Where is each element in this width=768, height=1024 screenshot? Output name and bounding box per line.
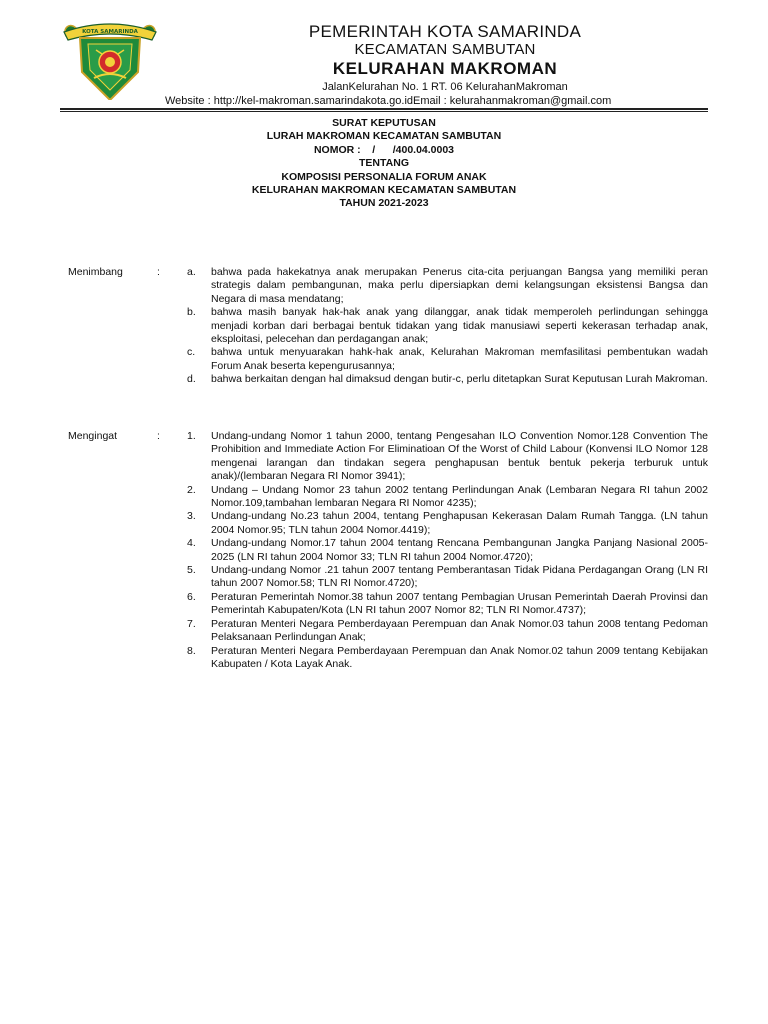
mengingat-item <box>68 484 708 511</box>
menimbang-section <box>68 266 708 387</box>
mengingat-item <box>68 564 708 591</box>
emblem-ribbon-text: KOTA SAMARINDA <box>82 29 138 35</box>
item-marker: 2. <box>187 483 196 496</box>
item-marker: d. <box>187 373 196 386</box>
mengingat-item <box>68 618 708 645</box>
item-text: bahwa pada hakekatnya anak merupakan Penerus cita-cita perjuangan Bangsa yang memiliki peran strategis dalam pembangunan, maka perlu dipersiapkan demi kelangsungan eksistensi Bangsa dan Negara di masa mendatang; <box>211 266 708 305</box>
item-marker: 3. <box>187 510 196 523</box>
letterhead-district: KECAMATAN SAMBUTAN <box>354 41 536 58</box>
menimbang-label: Menimbang <box>68 266 123 278</box>
item-marker: a. <box>187 266 196 278</box>
decree-title: SURAT KEPUTUSAN <box>332 117 436 129</box>
letterhead <box>165 22 725 94</box>
item-text: Peraturan Menteri Negara Pemberdayaan Perempuan dan Anak Nomor.02 tahun 2009 tentang Kebijakan Kabupaten / Kota Layak Anak. <box>211 644 708 670</box>
item-marker: 4. <box>187 537 196 550</box>
letterhead-address: JalanKelurahan No. 1 RT. 06 KelurahanMakroman <box>322 81 568 93</box>
mengingat-item <box>68 430 708 484</box>
item-text: Peraturan Pemerintah Nomor.38 tahun 2007 tentang Pembagian Urusan Pemerintah Daerah Provinsi dan Pemerintah Kabupaten/Kota (LN RI tahun 2007 Nomor 82; TLN RI Nomor.4737); <box>211 590 708 617</box>
menimbang-item <box>68 346 708 373</box>
decree-year: TAHUN 2021-2023 <box>339 197 429 210</box>
mengingat-colon: : <box>157 430 160 442</box>
item-marker: 7. <box>187 617 196 630</box>
menimbang-colon: : <box>157 266 160 278</box>
item-marker: 1. <box>187 430 196 442</box>
item-marker: b. <box>187 306 196 319</box>
item-marker: 5. <box>187 564 196 577</box>
item-text: bahwa masih banyak hak-hak anak yang dilanggar, anak tidak memperoleh perlindungan sehingga menjadi korban dari berbagai bentuk tidakan yang tidak manusiawi seperti kekerasan terhadap anak, eksploitasi, pelecehan dan perdagangan anak; <box>211 306 708 346</box>
menimbang-item <box>68 373 708 386</box>
item-marker: 8. <box>187 644 196 657</box>
item-marker: c. <box>187 346 196 359</box>
decree-subject-location: KELURAHAN MAKROMAN KECAMATAN SAMBUTAN <box>251 184 517 197</box>
mengingat-item <box>68 510 708 537</box>
letterhead-rule <box>60 108 708 110</box>
item-text: Undang – Undang Nomor 23 tahun 2002 tentang Perlindungan Anak (Lembaran Negara RI tahun 2002 Nomor.109,tambahan lembaran Negara RI Nomor 4235); <box>211 483 708 510</box>
item-marker: 6. <box>187 590 196 603</box>
item-text: Peraturan Menteri Negara Pemberdayaan Perempuan dan Anak Nomor.03 tahun 2008 tentang Pedoman Pelaksanaan Perlindungan Anak; <box>211 617 708 644</box>
item-text: bahwa untuk menyuarakan hahk-hak anak, Kelurahan Makroman memfasilitasi pembentukan wadah Forum Anak beserta kepengurusannya; <box>211 346 708 372</box>
decree-title-block <box>0 117 768 211</box>
item-text: Undang-undang Nomor .21 tahun 2007 tentang Pemberantasan Tidak Pidana Perdagangan Orang (LN RI tahun 2007 Nomor.58; TLN RI Nomor.4720); <box>211 564 708 590</box>
decree-about-label: TENTANG <box>359 157 409 170</box>
mengingat-item <box>68 591 708 618</box>
item-text: Undang-undang Nomor 1 tahun 2000, tentang Pengesahan ILO Convention Nomor.128 Convention The Prohibition and Immediate Action For Eliminatioan Of the Worst of Child Labour (Konvensi ILO Nomor 128 mengenai larangan dan tindakan segera penghapusan bentuk bentuk pekerja terburuk untuk anak)/(lembaran Negara RI Nomor 3941); <box>211 430 708 483</box>
mengingat-section <box>68 430 708 671</box>
menimbang-item <box>68 266 708 306</box>
decree-issuer: LURAH MAKROMAN KECAMATAN SAMBUTAN <box>266 130 502 143</box>
mengingat-label: Mengingat <box>68 430 118 442</box>
item-text: bahwa berkaitan dengan hal dimaksud dengan butir-c, perlu ditetapkan Surat Keputusan Lurah Makroman. <box>211 373 708 386</box>
item-text: Undang-undang Nomor.17 tahun 2004 tentang Rencana Pembangunan Jangka Panjang Nasional 2005-2025 (LN RI tahun 2004 Nomor 33; TLN RI tahun 2004 Nomor.4720); <box>211 537 708 563</box>
letterhead-government: PEMERINTAH KOTA SAMARINDA <box>308 22 582 41</box>
item-text: Undang-undang No.23 tahun 2004, tentang Penghapusan Kekerasan Dalam Rumah Tangga. (LN tahun 2004 Nomor.95; TLN tahun 2004 Nomor.4419); <box>211 510 708 536</box>
menimbang-item <box>68 306 708 346</box>
letterhead-website-email: Website : http://kel-makroman.samarindakota.go.idEmail : kelurahanmakroman@gmail.com <box>165 95 612 107</box>
letterhead-rule-thin <box>60 111 708 112</box>
decree-subject: KOMPOSISI PERSONALIA FORUM ANAK <box>281 170 487 183</box>
decree-number: NOMOR : / /400.04.0003 <box>313 143 455 156</box>
mengingat-item <box>68 645 708 672</box>
city-emblem-logo <box>60 18 160 100</box>
letterhead-village: KELURAHAN MAKROMAN <box>332 59 558 78</box>
mengingat-item <box>68 537 708 564</box>
